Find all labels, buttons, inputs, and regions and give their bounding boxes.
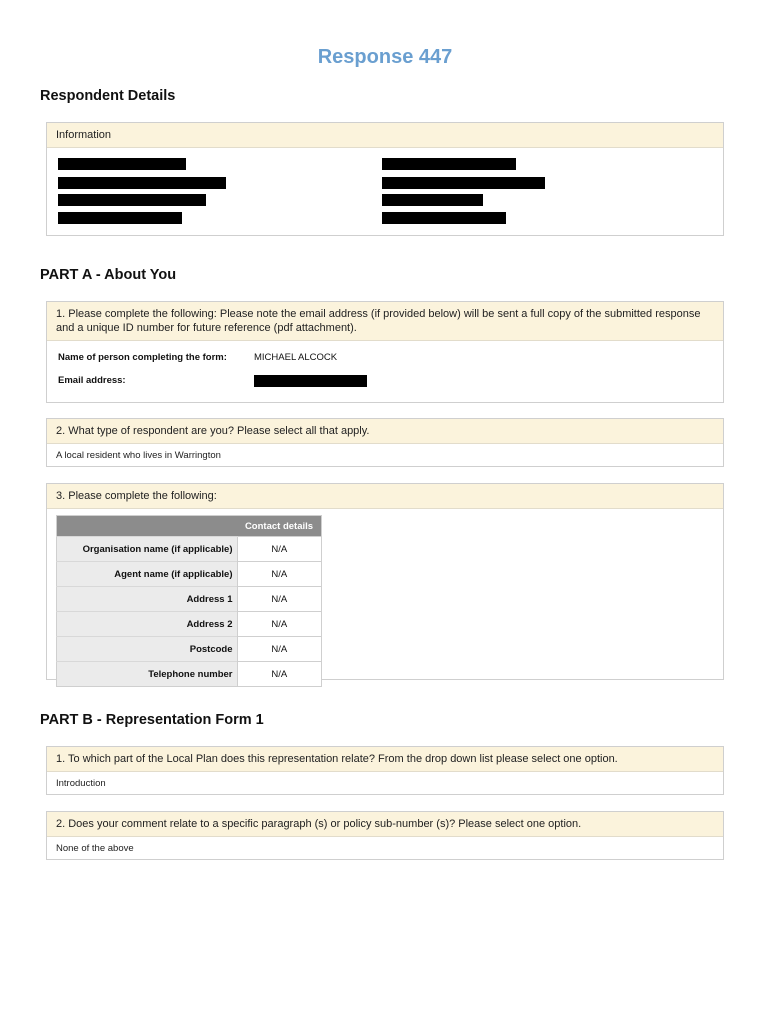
part-a-question-2 <box>46 418 724 467</box>
question-text: 2. What type of respondent are you? Please select all that apply. <box>47 419 723 444</box>
row-label: Telephone number <box>57 662 238 687</box>
contact-details-table <box>56 515 322 687</box>
answer-text: A local resident who lives in Warrington <box>56 450 221 461</box>
part-b-heading: PART B - Representation Form 1 <box>40 712 264 728</box>
answer-text: Introduction <box>56 778 106 789</box>
table-row <box>57 612 322 637</box>
table-row <box>57 637 322 662</box>
row-label: Agent name (if applicable) <box>57 562 238 587</box>
row-label: Address 1 <box>57 587 238 612</box>
row-value: N/A <box>237 662 322 687</box>
redaction-bar <box>382 194 483 206</box>
answer-text: None of the above <box>56 843 134 854</box>
redaction-bar <box>58 177 226 189</box>
name-label: Name of person completing the form: <box>58 352 227 363</box>
redaction-bar <box>58 212 182 224</box>
redaction-bar <box>58 158 186 170</box>
part-b-question-1 <box>46 746 724 795</box>
information-box-header: Information <box>47 123 723 148</box>
row-label: Organisation name (if applicable) <box>57 537 238 562</box>
information-box <box>46 122 724 236</box>
redaction-bar <box>382 158 516 170</box>
table-row <box>57 537 322 562</box>
respondent-details-heading: Respondent Details <box>40 88 176 104</box>
part-a-question-3 <box>46 483 724 680</box>
table-header-blank <box>57 516 238 537</box>
row-label: Address 2 <box>57 612 238 637</box>
part-b-question-2 <box>46 811 724 860</box>
row-value: N/A <box>237 612 322 637</box>
table-row <box>57 662 322 687</box>
question-text: 3. Please complete the following: <box>47 484 723 509</box>
row-value: N/A <box>237 637 322 662</box>
row-value: N/A <box>237 562 322 587</box>
document-title: Response 447 <box>317 46 453 68</box>
row-label: Postcode <box>57 637 238 662</box>
question-text: 1. Please complete the following: Please note the email address (if provided below) will be sent a full copy of the submitted response and a unique ID number for future reference (pdf attachment). <box>47 302 723 341</box>
table-header-contact-details: Contact details <box>237 516 322 537</box>
redaction-bar <box>382 177 545 189</box>
redaction-bar <box>58 194 206 206</box>
name-value: MICHAEL ALCOCK <box>254 352 338 363</box>
redaction-bar <box>382 212 506 224</box>
part-a-question-1 <box>46 301 724 403</box>
row-value: N/A <box>237 537 322 562</box>
table-row <box>57 587 322 612</box>
question-text: 1. To which part of the Local Plan does this representation relate? From the drop down list please select one option. <box>47 747 723 772</box>
part-a-heading: PART A - About You <box>40 267 177 283</box>
email-redaction <box>254 375 367 387</box>
question-text: 2. Does your comment relate to a specific paragraph (s) or policy sub-number (s)? Please select one option. <box>47 812 723 837</box>
email-label: Email address: <box>58 375 126 386</box>
row-value: N/A <box>237 587 322 612</box>
table-row <box>57 562 322 587</box>
